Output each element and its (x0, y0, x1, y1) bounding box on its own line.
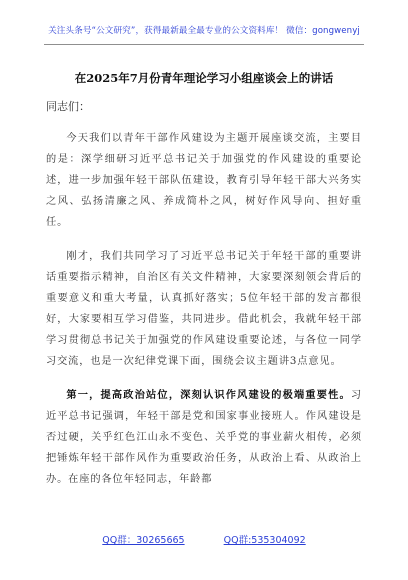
salutation: 同志们： (46, 100, 90, 113)
paragraph-3-lead: 第一，提高政治站位，深刻认识作风建设的极端重要性。 (66, 389, 351, 401)
document-body (46, 128, 362, 503)
footer-qq-group-1[interactable]: QQ群：30265665 (102, 535, 185, 546)
paragraph-2 (46, 246, 362, 372)
paragraph-1-text: 今天我们以青年干部作风建设为主题开展座谈交流，主要目的是：深学细研习近平总书记关于加强党的作风建设的重要论述，进一步加强年轻干部队伍建设，教育引导年轻干部大兴务实之风、弘扬清廉之风、养成简朴之风，树好作风导向、担好重任。 (46, 133, 362, 228)
paragraph-2-text: 刚才，我们共同学习了习近平总书记关于年轻干部的重要讲话重要指示精神，自治区有关文件精神，大家要深刻领会背后的重要意义和重大考量，认真抓好落实；5位年轻干部的发言都很好，大家要相互学习借鉴，共同进步。借此机会，我就年轻干部学习贯彻总书记关于加强党的作风建设重要论述，与各位一同学习交流，也是一次纪律党课下面，围绕会议主题讲3点意见。 (46, 251, 362, 367)
header-divider (44, 44, 364, 45)
paragraph-3 (46, 385, 362, 490)
paragraph-1 (46, 128, 362, 233)
footer-qq-group-2[interactable]: QQ群:535304092 (223, 535, 306, 546)
document-title: 在2025年7月份青年理论学习小组座谈会上的讲话 (74, 71, 334, 85)
paragraph-3-text: 习近平总书记强调，年轻干部是党和国家事业接班人。作风建设是否过硬，关乎红色江山永不变色、关乎党的事业薪火相传，必须把锤炼年轻干部作风作为重要政治任务，从政治上看、从政治上办。在座的各位年轻同志，年龄都 (46, 390, 362, 485)
footer-bar (0, 532, 408, 546)
header-banner: 关注头条号“公文研究”，获得最新最全最专业的公文资料库！ 微信：gongwenyj (48, 26, 360, 36)
